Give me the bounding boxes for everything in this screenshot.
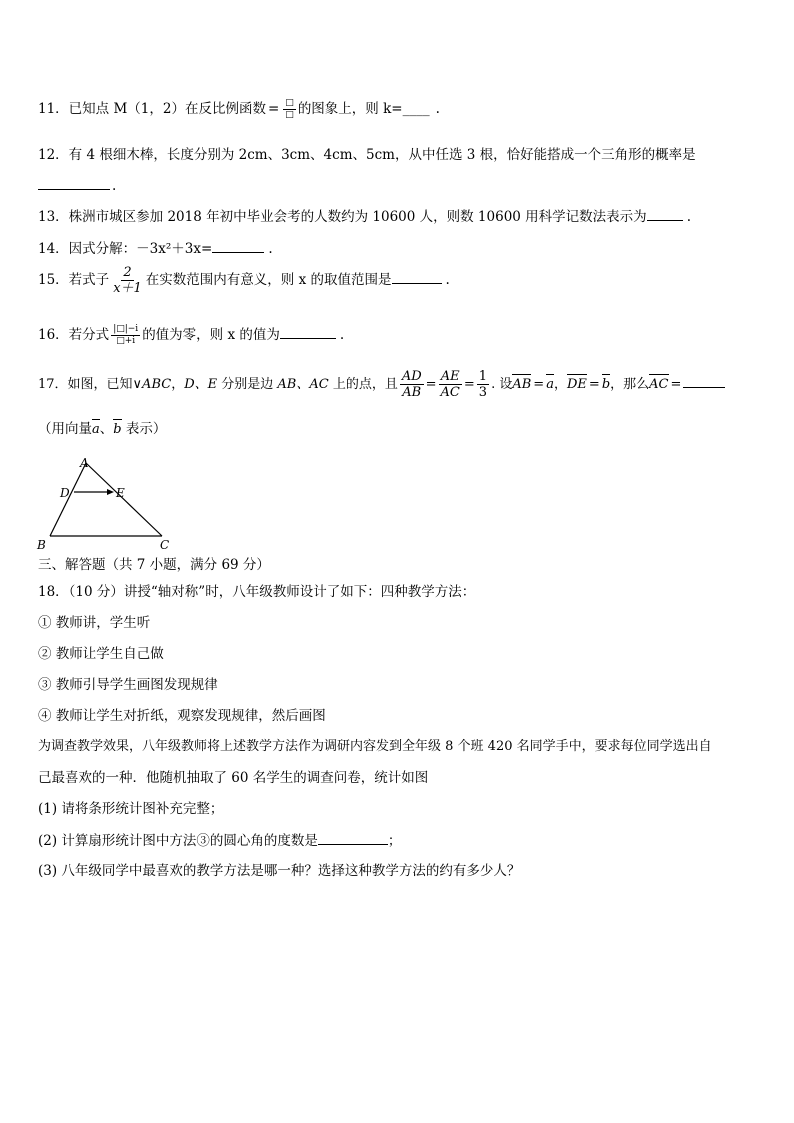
q17-f1-den: AB <box>402 385 422 400</box>
q11-end: . <box>435 101 440 117</box>
q14-text: 14．因式分解：－3x²＋3x= <box>38 241 213 257</box>
point-d-label: D <box>60 486 70 500</box>
point-e-label: E <box>116 486 125 500</box>
q17-note-prefix: （用向量 <box>38 421 92 437</box>
q13-answer-blank <box>647 207 683 221</box>
q15-fraction <box>111 266 144 295</box>
question-17-note <box>38 420 166 439</box>
q18-method-1 <box>38 614 150 632</box>
q11-frac-den: □ <box>285 110 294 120</box>
q17-note-vector-a: a <box>92 422 100 437</box>
q18-sub-2-blank <box>318 831 388 845</box>
q11-frac-num: □ <box>285 98 294 108</box>
q13-end: . <box>686 209 691 225</box>
q15-frac-den: x＋1 <box>113 281 142 296</box>
q18-sub-2-suffix: ； <box>387 833 402 849</box>
q18-paragraph-line-2-text: 己最喜欢的一种．他随机抽取了 60 名学生的调查问卷，统计如图 <box>38 770 429 786</box>
q18-paragraph-line-1-text: 为调查教学效果，八年级教师将上述教学方法作为调研内容发到全年级 8 个班 420 名同学手中，要求每位同学选出自 <box>38 739 712 754</box>
q18-method-4 <box>38 707 326 725</box>
section-3-title <box>38 556 270 574</box>
q17-eq-b: = <box>588 377 600 392</box>
q16-answer-blank <box>280 325 336 339</box>
q18-sub-1-text: (1) 请将条形统计图补充完整； <box>38 801 224 817</box>
q17-eq-a: = <box>533 377 545 392</box>
q18-sub-3 <box>38 862 520 880</box>
q18-sub-2-prefix: (2) 计算扇形统计图中方法③的圆心角的度数是 <box>38 833 318 849</box>
q17-sides: AB、AC <box>277 377 329 392</box>
q11-blank: ____ <box>402 101 430 117</box>
q17-vector-ac: AC <box>649 377 669 392</box>
q17-vector-a: a <box>546 377 554 392</box>
q15-answer-blank <box>392 270 442 284</box>
arrow-de <box>107 489 114 495</box>
q16-frac-num: |□|−i <box>113 324 139 334</box>
q17-vector-ab: AB <box>512 377 532 392</box>
q17-comma: ， <box>553 377 567 392</box>
q17-mid1: ， <box>171 377 185 392</box>
q13-text: 13．株洲市城区参加 2018 年初中毕业会考的人数约为 10600 人，则数 10600 用科学记数法表示为 <box>38 209 647 225</box>
q17-answer-blank <box>683 374 725 388</box>
q11-eq: = <box>267 101 280 117</box>
q18-intro-text: 18．（10 分）讲授“轴对称”时，八年级教师设计了如下：四种教学方法： <box>38 584 476 600</box>
q17-note-sep: 、 <box>99 421 114 437</box>
q17-note-suffix: 表示） <box>121 421 167 437</box>
q17-set: . 设 <box>491 377 513 392</box>
q16-frac-den: □+i <box>116 336 136 346</box>
q18-sub-3-text: (3) 八年级同学中最喜欢的教学方法是哪一种？选择这种教学方法的约有多少人？ <box>38 863 521 879</box>
q18-paragraph-line-1 <box>38 738 712 756</box>
q17-fraction-one-third <box>477 370 489 399</box>
q17-then: ，那么 <box>610 377 650 392</box>
q17-mid3: 上的点，且 <box>328 377 398 392</box>
q15-end: . <box>445 272 450 288</box>
question-12 <box>38 146 696 164</box>
question-11 <box>38 99 440 120</box>
q14-end: . <box>268 241 273 257</box>
question-15 <box>38 266 450 295</box>
q17-vector-b: b <box>601 377 611 392</box>
q17-f2-den: AC <box>440 385 460 400</box>
question-17 <box>38 370 725 399</box>
q16-prefix: 16．若分式 <box>38 327 110 343</box>
section-3-title-text: 三、解答题（共 7 小题，满分 69 分） <box>38 557 270 573</box>
question-13 <box>38 207 691 226</box>
q17-triangle: ∨ABC <box>132 377 172 392</box>
q17-eq2: = <box>463 377 475 392</box>
q12-end: . <box>112 178 117 194</box>
q18-method-2 <box>38 645 164 663</box>
q15-suffix: 在实数范围内有意义，则 x 的取值范围是 <box>145 272 392 288</box>
q18-method-4-text: ④ 教师让学生对折纸，观察发现规律，然后画图 <box>38 708 326 724</box>
vertex-b-label: B <box>37 538 46 552</box>
vertex-a-label: A <box>80 456 89 470</box>
q15-prefix: 15．若式子 <box>38 272 110 288</box>
q17-eq1: = <box>425 377 437 392</box>
q17-mid2: 分别是边 <box>217 377 278 392</box>
question-16 <box>38 325 344 346</box>
triangle-figure <box>34 452 184 552</box>
q11-prefix: 11．已知点 M（1，2）在反比例函数 <box>38 101 266 117</box>
q18-sub-1 <box>38 800 223 818</box>
q18-method-1-text: ① 教师讲，学生听 <box>38 615 151 631</box>
q18-method-2-text: ② 教师让学生自己做 <box>38 646 164 662</box>
q18-sub-2 <box>38 831 401 850</box>
q12-text: 12．有 4 根细木棒，长度分别为 2cm、3cm、4cm、5cm，从中任选 3 根，恰好能搭成一个三角形的概率是 <box>38 147 696 163</box>
q18-method-3-text: ③ 教师引导学生画图发现规律 <box>38 677 218 693</box>
q17-vector-de: DE <box>566 377 587 392</box>
q18-method-3 <box>38 676 218 694</box>
q17-f1-num: AD <box>401 369 422 384</box>
q17-f3-den: 3 <box>478 385 488 400</box>
q16-fraction <box>111 325 140 346</box>
q17-note-vector-b: b <box>113 422 122 437</box>
q12-answer-blank <box>38 176 110 190</box>
q14-answer-blank <box>212 239 264 253</box>
question-12-answer-line <box>38 176 116 195</box>
q17-fraction-ad-ab <box>400 370 424 399</box>
q17-fraction-ae-ac <box>439 370 462 399</box>
question-18-intro <box>38 583 475 601</box>
q17-de-points: D、E <box>184 377 218 392</box>
q15-frac-num: 2 <box>123 265 132 280</box>
q16-suffix: 的值为零，则 x 的值为 <box>142 327 280 343</box>
question-14 <box>38 239 273 258</box>
q17-f2-num: AE <box>440 369 460 384</box>
q11-fraction <box>283 99 296 120</box>
q18-paragraph-line-2 <box>38 769 428 787</box>
q17-prefix: 17．如图，已知 <box>38 377 133 392</box>
q11-suffix: 的图象上，则 k= <box>297 101 403 117</box>
q17-f3-num: 1 <box>478 369 488 384</box>
q17-eq-c: = <box>670 377 682 392</box>
vertex-c-label: C <box>160 538 170 552</box>
q16-end: . <box>339 327 345 343</box>
